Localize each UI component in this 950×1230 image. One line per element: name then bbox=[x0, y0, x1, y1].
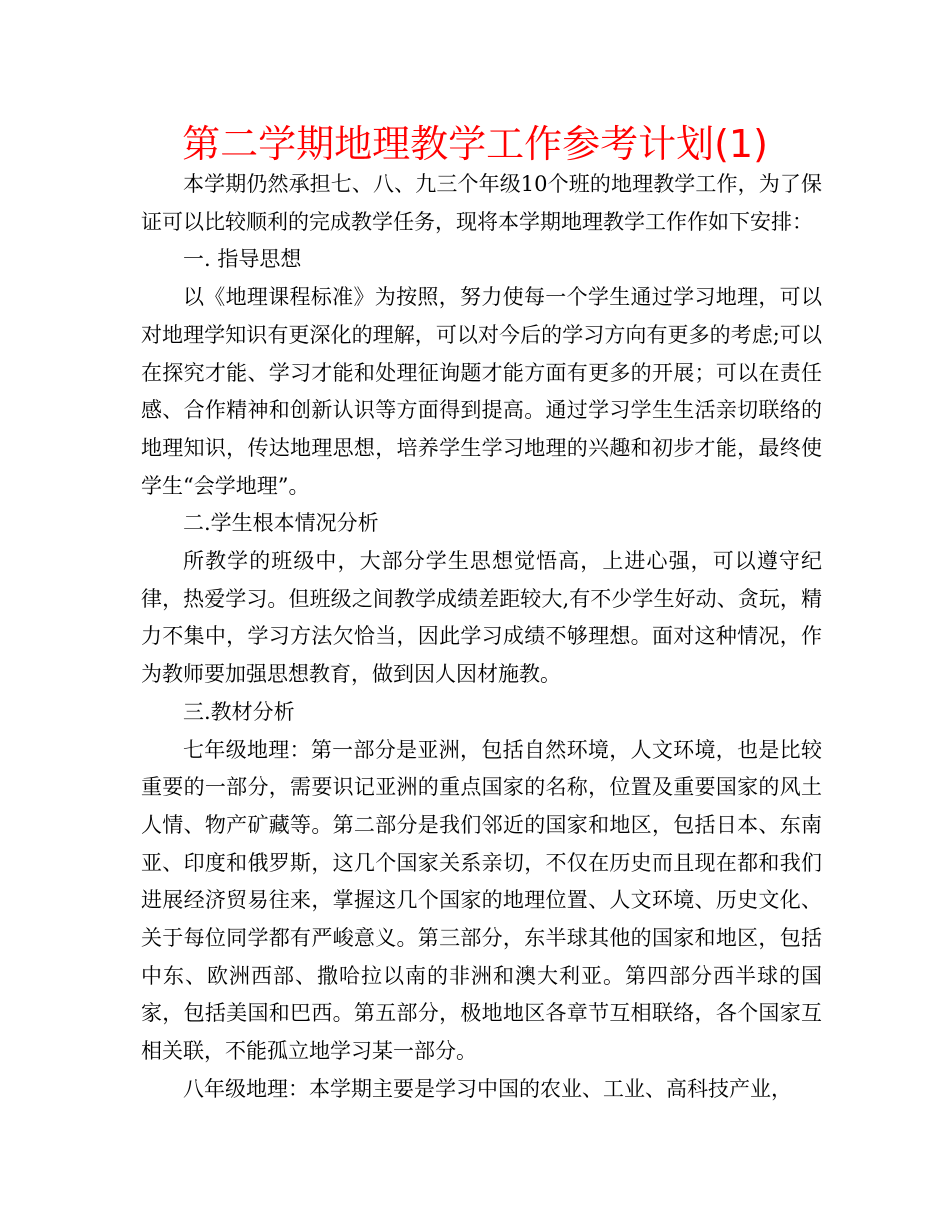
section-heading-textbook-analysis: 三.教材分析 bbox=[183, 699, 295, 724]
section-heading-student-analysis: 二.学生根本情况分析 bbox=[183, 511, 379, 536]
section-heading-guiding-thought: 一. 指导思想 bbox=[183, 247, 302, 272]
document-title: 第二学期地理教学工作参考计划(1) bbox=[182, 122, 768, 166]
section-paragraph-guiding-thought: 以《地理课程标准》为按照，努力使每一个学生通过学习地理，可以对地理学知识有更深化的理解，可以对今后的学习方向有更多的考虑;可以在探究才能、学习才能和处理征询题才能方面有更多的开展；可以在责任感、合作精神和创新认识等方面得到提高。通过学习学生生活亲切联络的地理知识，传达地理思想，培养学生学习地理的兴趣和初步才能，最终使学生“会学地理”。 bbox=[141, 285, 822, 498]
section-paragraph-grade8: 八年级地理：本学期主要是学习中国的农业、工业、高科技产业， bbox=[183, 1076, 792, 1101]
intro-paragraph: 本学期仍然承担七、八、九三个年级10个班的地理教学工作，为了保证可以比较顺利的完成教学任务，现将本学期地理教学工作作如下安排： bbox=[141, 172, 822, 234]
section-paragraph-student-analysis: 所教学的班级中，大部分学生思想觉悟高，上进心强，可以遵守纪律，热爱学习。但班级之间教学成绩差距较大,有不少学生好动、贪玩，精力不集中，学习方法欠恰当，因此学习成绩不够理想。面对这种情况，作为教师要加强思想教育，做到因人因材施教。 bbox=[141, 549, 822, 687]
document-body bbox=[141, 166, 822, 1109]
section-paragraph-grade7: 七年级地理：第一部分是亚洲，包括自然环境，人文环境，也是比较重要的一部分，需要识记亚洲的重点国家的名称，位置及重要国家的风土人情、物产矿藏等。第二部分是我们邻近的国家和地区，包括日本、东南亚、印度和俄罗斯，这几个国家关系亲切，不仅在历史而且现在都和我们进展经济贸易往来，掌握这几个国家的地理位置、人文环境、历史文化、关于每位同学都有严峻意义。第三部分，东半球其他的国家和地区，包括中东、欧洲西部、撒哈拉以南的非洲和澳大利亚。第四部分西半球的国家，包括美国和巴西。第五部分，极地地区各章节互相联络，各个国家互相关联，不能孤立地学习某一部分。 bbox=[141, 737, 822, 1064]
